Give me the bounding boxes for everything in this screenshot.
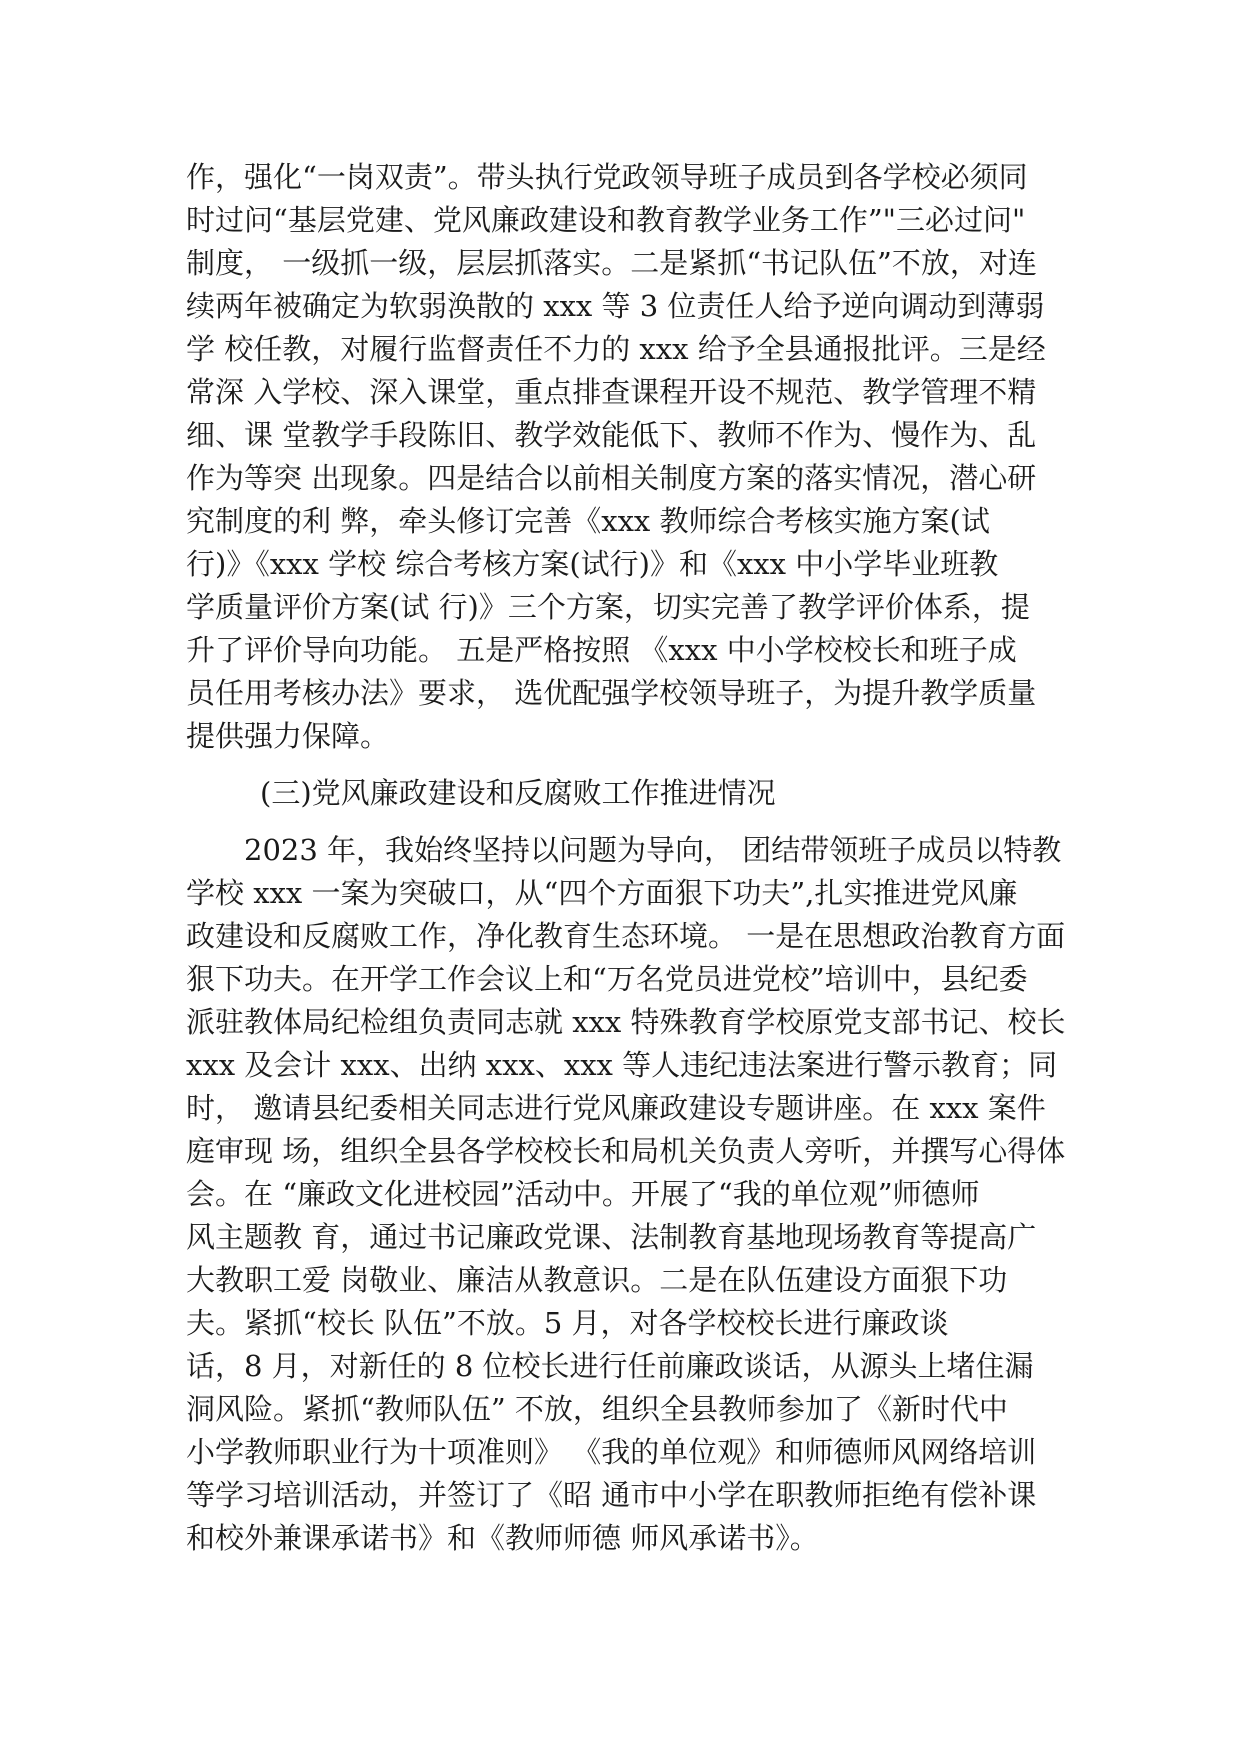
- text-line: 庭审现 场，组织全县各学校校长和局机关负责人旁听，并撰写心得体: [186, 1134, 1066, 1168]
- text-line: 制度， 一级抓一级，层层抓落实。二是紧抓“书记队伍”不放，对连: [186, 246, 1037, 280]
- text-line: 等学习培训活动，并签订了《昭 通市中小学在职教师拒绝有偿补课: [186, 1478, 1037, 1512]
- text-line: 究制度的利 弊，牵头修订完善《xxx 教师综合考核实施方案(试: [186, 504, 990, 538]
- text-line: 2023 年，我始终坚持以问题为导向， 团结带领班子成员以特教: [244, 833, 1062, 867]
- text-line: 员任用考核办法》要求， 选优配强学校领导班子，为提升教学质量: [186, 676, 1037, 710]
- text-line: 小学教师职业行为十项准则》 《我的单位观》和师德师风网络培训: [186, 1435, 1037, 1469]
- text-line: 学校 xxx 一案为突破口，从“四个方面狠下功夫”,扎实推进党风廉: [186, 876, 1018, 910]
- text-line: 政建设和反腐败工作，净化教育生态环境。 一是在思想政治教育方面: [186, 919, 1066, 953]
- text-line: 大教职工爱 岗敬业、廉洁从教意识。二是在队伍建设方面狠下功: [186, 1263, 1008, 1297]
- text-line: 学 校任教，对履行监督责任不力的 xxx 给予全县通报批评。三是经: [186, 332, 1046, 366]
- section-heading: (三)党风廉政建设和反腐败工作推进情况: [260, 776, 776, 810]
- text-line: 洞风险。紧抓“教师队伍” 不放，组织全县教师参加了《新时代中: [186, 1392, 1008, 1426]
- text-line: 和校外兼课承诺书》和《教师师德 师风承诺书》。: [186, 1521, 819, 1555]
- text-line: 会。在 “廉政文化进校园”活动中。开展了“我的单位观”师德师: [186, 1177, 980, 1211]
- text-line: 风主题教 育，通过书记廉政党课、法制教育基地现场教育等提高广: [186, 1220, 1037, 1254]
- text-line: 时过问“基层党建、党风廉政建设和教育教学业务工作”"三必过问": [186, 203, 1026, 237]
- paragraph-2: [186, 829, 1066, 1560]
- text-line: 作为等突 出现象。四是结合以前相关制度方案的落实情况，潜心研: [186, 461, 1037, 495]
- text-line: 细、课 堂教学手段陈旧、教学效能低下、教师不作为、慢作为、乱: [186, 418, 1037, 452]
- text-line: 时， 邀请县纪委相关同志进行党风廉政建设专题讲座。在 xxx 案件: [186, 1091, 1046, 1125]
- text-line: 话，8 月，对新任的 8 位校长进行任前廉政谈话，从源头上堵住漏: [186, 1349, 1034, 1383]
- text-line: 作，强化“一岗双责”。带头执行党政领导班子成员到各学校必须同: [186, 160, 1028, 194]
- text-line: 行)》《xxx 学校 综合考核方案(试行)》和《xxx 中小学毕业班教: [186, 547, 999, 581]
- text-line: 升了评价导向功能。 五是严格按照 《xxx 中小学校校长和班子成: [186, 633, 1017, 667]
- document-body: [186, 156, 1066, 1560]
- text-line: 常深 入学校、深入课堂，重点排查课程开设不规范、教学管理不精: [186, 375, 1037, 409]
- text-line: 派驻教体局纪检组负责同志就 xxx 特殊教育学校原党支部书记、校长: [186, 1005, 1066, 1039]
- paragraph-1: [186, 156, 1066, 758]
- section-heading-block: [186, 772, 1066, 815]
- text-line: 夫。紧抓“校长 队伍”不放。5 月，对各学校校长进行廉政谈: [186, 1306, 949, 1340]
- text-line: xxx 及会计 xxx、出纳 xxx、xxx 等人违纪违法案进行警示教育；同: [186, 1048, 1058, 1082]
- text-line: 提供强力保障。: [186, 719, 390, 753]
- text-line: 学质量评价方案(试 行)》三个方案，切实完善了教学评价体系，提: [186, 590, 1030, 624]
- text-line: 狠下功夫。在开学工作会议上和“万名党员进党校”培训中，县纪委: [186, 962, 1028, 996]
- text-line: 续两年被确定为软弱涣散的 xxx 等 3 位责任人给予逆向调动到薄弱: [186, 289, 1045, 323]
